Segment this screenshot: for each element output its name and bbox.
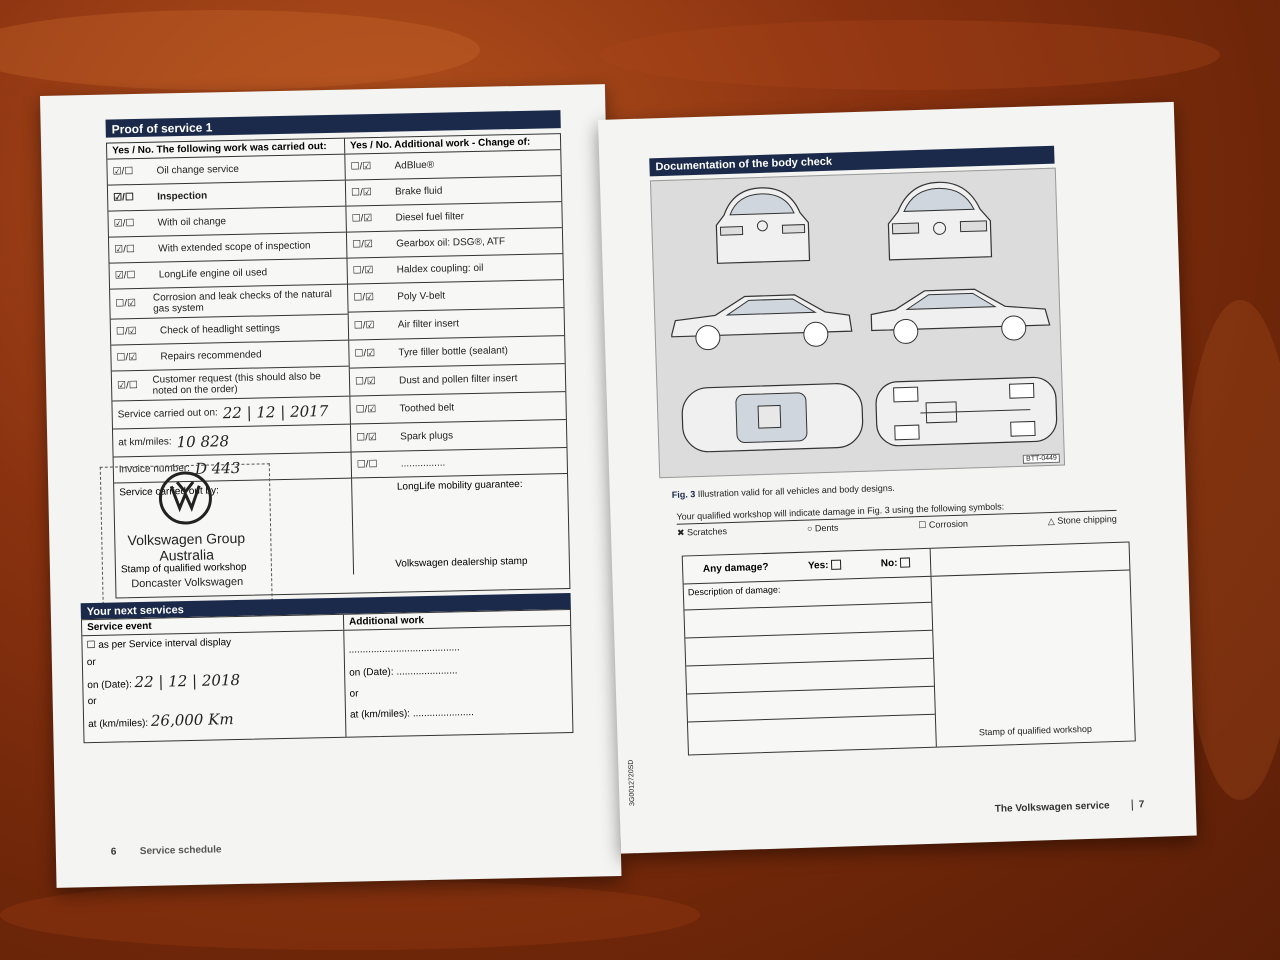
checkbox[interactable]: ☐/☑ xyxy=(115,326,137,338)
no-option[interactable]: No: xyxy=(881,557,911,569)
work-item: ☑/☐ Oil change service xyxy=(107,155,344,186)
symbol-corrosion: ☐ Corrosion xyxy=(918,518,969,531)
col2-header: Yes / No. Additional work - Change of: xyxy=(350,136,531,152)
work-item: ☑/☐ With extended scope of inspection xyxy=(109,233,346,264)
checkbox[interactable]: ☑/☐ xyxy=(114,244,136,256)
next-km-value[interactable]: 26,000 Km xyxy=(150,710,234,730)
no-checkbox[interactable] xyxy=(900,558,910,568)
stamp-line-2: Australia xyxy=(159,546,215,564)
additional-item: ☐/☑ Dust and pollen filter insert xyxy=(350,364,566,396)
symbol-dents: ○ Dents xyxy=(806,522,839,534)
service-by-label: Service carried out by: xyxy=(119,485,219,499)
checkbox[interactable]: ☑/☐ xyxy=(112,166,134,178)
invoice-label: Invoice number: xyxy=(118,462,191,476)
checkbox[interactable]: ☐/☑ xyxy=(352,239,374,251)
longlife-cell xyxy=(352,474,569,574)
checkbox[interactable]: ☐/☑ xyxy=(354,348,376,360)
car-front-view xyxy=(875,176,1004,268)
body-check-figure xyxy=(650,168,1065,479)
on-date-label: on (Date): xyxy=(87,679,132,692)
section-title: Documentation of the body check xyxy=(649,146,1054,177)
car-underbody-view xyxy=(869,369,1061,455)
yes-option[interactable]: Yes: xyxy=(808,560,842,572)
at-km-right: at (km/miles): ...................... xyxy=(349,707,475,721)
checkbox[interactable]: ☑/☐ xyxy=(116,380,138,392)
wood-grain xyxy=(600,20,1220,90)
service-date-label: Service carried out on: xyxy=(117,407,218,421)
car-top-view xyxy=(675,375,867,461)
work-item: ☑/☐ With oil change xyxy=(108,207,345,238)
additional-work-cell xyxy=(344,626,572,737)
additional-item: ☐/☑ Brake fluid xyxy=(346,176,561,206)
additional-item: ☐/☑ Air filter insert xyxy=(349,308,565,340)
dealer-stamp xyxy=(100,463,273,605)
stamp-workshop-label: Stamp of qualified workshop xyxy=(120,561,247,576)
checkbox[interactable]: ☐/☑ xyxy=(350,187,372,199)
checkbox[interactable]: ☐/☑ xyxy=(115,298,137,310)
service-event-header: Service event xyxy=(82,615,344,635)
stamp-label: Stamp of qualified workshop xyxy=(978,723,1093,738)
fig-caption: Fig. 3 Illustration valid for all vehicles and body designs. xyxy=(671,482,895,500)
or-label-2: or xyxy=(87,695,97,708)
checkbox[interactable]: ☐/☑ xyxy=(356,432,378,444)
invoice-value[interactable]: D 443 xyxy=(194,458,241,478)
service-event-cell xyxy=(82,631,346,742)
or-label: or xyxy=(86,656,96,669)
km-value[interactable]: 10 828 xyxy=(176,431,230,451)
instructions: Your qualified workshop will indicate damage in Fig. 3 using the following symbols: xyxy=(676,498,1116,525)
as-per-label: as per Service interval display xyxy=(98,637,232,651)
car-side-view-left xyxy=(664,285,856,357)
next-date-value[interactable]: 22 | 12 | 2018 xyxy=(134,670,241,692)
stamp-line-3: Doncaster Volkswagen xyxy=(131,575,244,591)
wood-grain xyxy=(0,880,700,950)
checkbox[interactable]: ☑/☐ xyxy=(114,270,136,282)
on-date-right: on (Date): ...................... xyxy=(349,665,458,679)
at-km-label: at (km/miles): xyxy=(88,717,149,731)
side-code: 3G0012720SD xyxy=(627,759,637,807)
checkbox[interactable]: ☑/☐ xyxy=(113,218,135,230)
work-item: ☑/☐ Customer request (this should also be noted on the order) xyxy=(112,367,350,402)
fig-code: BTT-0449 xyxy=(1023,454,1060,464)
footer-title: The Volkswagen service xyxy=(994,800,1110,815)
section-title: Proof of service 1 xyxy=(106,110,561,138)
checkbox[interactable]: ☐/☑ xyxy=(355,404,377,416)
symbol-scratches: ✖ Scratches xyxy=(676,526,728,538)
vw-logo-icon xyxy=(157,469,214,526)
checkbox[interactable]: ☐/☑ xyxy=(352,265,374,277)
symbol-stone-chipping: △ Stone chipping xyxy=(1047,513,1117,527)
checkbox-icon[interactable]: ☐ xyxy=(86,639,99,652)
checkbox[interactable]: ☐/☑ xyxy=(354,376,376,388)
wood-grain xyxy=(1180,300,1280,800)
additional-item: ☐/☑ Poly V-belt xyxy=(348,280,564,312)
yes-checkbox[interactable] xyxy=(831,560,841,570)
work-item: ☑/☐ LongLife engine oil used xyxy=(110,259,347,290)
checkbox[interactable]: ☐/☑ xyxy=(353,320,375,332)
any-damage-label: Any damage? xyxy=(702,561,769,575)
additional-item: ☐/☑ Haldex coupling: oil xyxy=(347,254,562,284)
checkbox[interactable]: ☐/☑ xyxy=(353,292,375,304)
additional-work-header: Additional work xyxy=(348,615,425,628)
page-number: 6 xyxy=(110,846,117,858)
wood-grain xyxy=(0,10,480,90)
footer-title: Service schedule xyxy=(139,844,222,858)
next-services-title: Your next services xyxy=(81,593,571,619)
checkbox[interactable]: ☐/☑ xyxy=(351,213,373,225)
page-number: 7 xyxy=(1132,799,1145,810)
checkbox[interactable]: ☐/☑ xyxy=(350,161,372,173)
additional-item: ☐/☑ AdBlue® xyxy=(345,150,560,180)
checkbox[interactable]: ☑/☐ xyxy=(113,192,134,204)
work-item: ☐/☑ Corrosion and leak checks of the natural gas system xyxy=(110,285,348,320)
additional-item: ☐/☑ Toothed belt xyxy=(350,392,566,424)
additional-item: ☐/☐ ................ xyxy=(352,448,567,478)
description-label: Description of damage: xyxy=(684,577,932,611)
additional-item: ☐/☑ Gearbox oil: DSG®, ATF xyxy=(347,228,562,258)
next-services-table xyxy=(81,609,573,743)
damage-table xyxy=(682,542,1136,756)
description-area[interactable] xyxy=(684,577,937,755)
left-page xyxy=(40,84,621,888)
stamp-line-1: Volkswagen Group xyxy=(127,529,246,549)
service-date-value[interactable]: 22 | 12 | 2017 xyxy=(222,401,329,422)
longlife-label: LongLife mobility guarantee: xyxy=(396,478,523,493)
checkbox[interactable]: ☐/☐ xyxy=(356,459,378,471)
workshop-stamp-area xyxy=(932,571,1135,747)
dealership-stamp-label: Volkswagen dealership stamp xyxy=(395,555,528,570)
km-label: at km/miles: xyxy=(118,436,172,449)
right-page xyxy=(598,102,1197,854)
work-item: ☐/☑ Repairs recommended xyxy=(111,341,348,372)
additional-item: ☐/☑ Spark plugs xyxy=(351,420,567,452)
col1-header: Yes / No. The following work was carried out: xyxy=(107,139,345,159)
dotted-line: ........................................ xyxy=(348,642,460,656)
checkbox[interactable]: ☐/☑ xyxy=(116,352,138,364)
or-label-3: or xyxy=(349,688,359,700)
car-side-view-right xyxy=(866,279,1054,351)
work-item: ☑/☐ Inspection xyxy=(108,181,345,212)
additional-item: ☐/☑ Tyre filler bottle (sealant) xyxy=(349,336,565,368)
car-rear-view xyxy=(703,182,822,274)
work-item: ☐/☑ Check of headlight settings xyxy=(111,315,348,346)
additional-item: ☐/☑ Diesel fuel filter xyxy=(346,202,561,232)
